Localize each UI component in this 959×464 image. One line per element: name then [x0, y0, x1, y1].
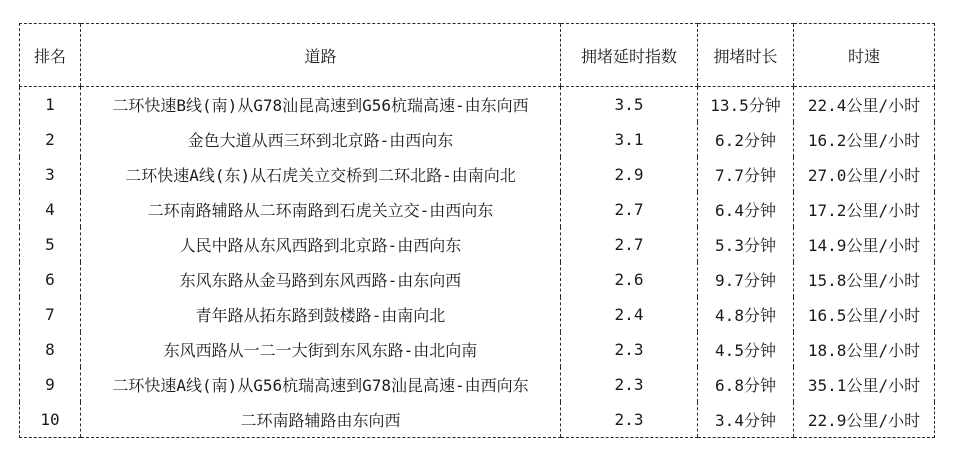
table-row — [20, 332, 935, 367]
delay-index-cell: 2.3 — [561, 402, 698, 438]
duration-cell: 7.7分钟 — [698, 157, 794, 192]
speed-cell: 18.8公里/小时 — [794, 332, 935, 367]
road-cell: 青年路从拓东路到鼓楼路-由南向北 — [81, 297, 561, 332]
delay-index-cell: 2.7 — [561, 192, 698, 227]
delay-index-cell: 3.1 — [561, 122, 698, 157]
delay-index-cell: 2.4 — [561, 297, 698, 332]
table-row — [20, 262, 935, 297]
delay-index-cell: 2.9 — [561, 157, 698, 192]
traffic-table — [19, 23, 935, 438]
delay-index-cell: 2.6 — [561, 262, 698, 297]
rank-cell: 3 — [20, 157, 81, 192]
speed-cell: 15.8公里/小时 — [794, 262, 935, 297]
rank-cell: 2 — [20, 122, 81, 157]
congestion-ranking-table — [19, 23, 935, 438]
table-row — [20, 402, 935, 438]
table-row — [20, 297, 935, 332]
table-row — [20, 122, 935, 157]
col-header-road: 道路 — [81, 24, 561, 87]
speed-cell: 16.5公里/小时 — [794, 297, 935, 332]
duration-cell: 6.4分钟 — [698, 192, 794, 227]
rank-cell: 7 — [20, 297, 81, 332]
duration-cell: 6.2分钟 — [698, 122, 794, 157]
speed-cell: 16.2公里/小时 — [794, 122, 935, 157]
table-row — [20, 367, 935, 402]
speed-cell: 14.9公里/小时 — [794, 227, 935, 262]
rank-cell: 4 — [20, 192, 81, 227]
rank-cell: 6 — [20, 262, 81, 297]
speed-cell: 27.0公里/小时 — [794, 157, 935, 192]
col-header-speed: 时速 — [794, 24, 935, 87]
rank-cell: 5 — [20, 227, 81, 262]
duration-cell: 4.8分钟 — [698, 297, 794, 332]
table-row — [20, 157, 935, 192]
road-cell: 金色大道从西三环到北京路-由西向东 — [81, 122, 561, 157]
duration-cell: 13.5分钟 — [698, 87, 794, 123]
duration-cell: 4.5分钟 — [698, 332, 794, 367]
duration-cell: 3.4分钟 — [698, 402, 794, 438]
road-cell: 东风西路从一二一大街到东风东路-由北向南 — [81, 332, 561, 367]
road-cell: 二环快速B线(南)从G78汕昆高速到G56杭瑞高速-由东向西 — [81, 87, 561, 123]
road-cell: 二环南路辅路从二环南路到石虎关立交-由西向东 — [81, 192, 561, 227]
speed-cell: 17.2公里/小时 — [794, 192, 935, 227]
road-cell: 人民中路从东风西路到北京路-由西向东 — [81, 227, 561, 262]
col-header-delay-index: 拥堵延时指数 — [561, 24, 698, 87]
rank-cell: 8 — [20, 332, 81, 367]
header-row — [20, 24, 935, 87]
col-header-duration: 拥堵时长 — [698, 24, 794, 87]
road-cell: 东风东路从金马路到东风西路-由东向西 — [81, 262, 561, 297]
duration-cell: 9.7分钟 — [698, 262, 794, 297]
delay-index-cell: 2.7 — [561, 227, 698, 262]
rank-cell: 1 — [20, 87, 81, 123]
road-cell: 二环快速A线(东)从石虎关立交桥到二环北路-由南向北 — [81, 157, 561, 192]
duration-cell: 5.3分钟 — [698, 227, 794, 262]
road-cell: 二环南路辅路由东向西 — [81, 402, 561, 438]
rank-cell: 9 — [20, 367, 81, 402]
rank-cell: 10 — [20, 402, 81, 438]
delay-index-cell: 2.3 — [561, 332, 698, 367]
speed-cell: 22.9公里/小时 — [794, 402, 935, 438]
table-row — [20, 192, 935, 227]
table-row — [20, 227, 935, 262]
delay-index-cell: 3.5 — [561, 87, 698, 123]
col-header-rank: 排名 — [20, 24, 81, 87]
delay-index-cell: 2.3 — [561, 367, 698, 402]
duration-cell: 6.8分钟 — [698, 367, 794, 402]
road-cell: 二环快速A线(南)从G56杭瑞高速到G78汕昆高速-由西向东 — [81, 367, 561, 402]
speed-cell: 35.1公里/小时 — [794, 367, 935, 402]
speed-cell: 22.4公里/小时 — [794, 87, 935, 123]
table-row — [20, 87, 935, 123]
